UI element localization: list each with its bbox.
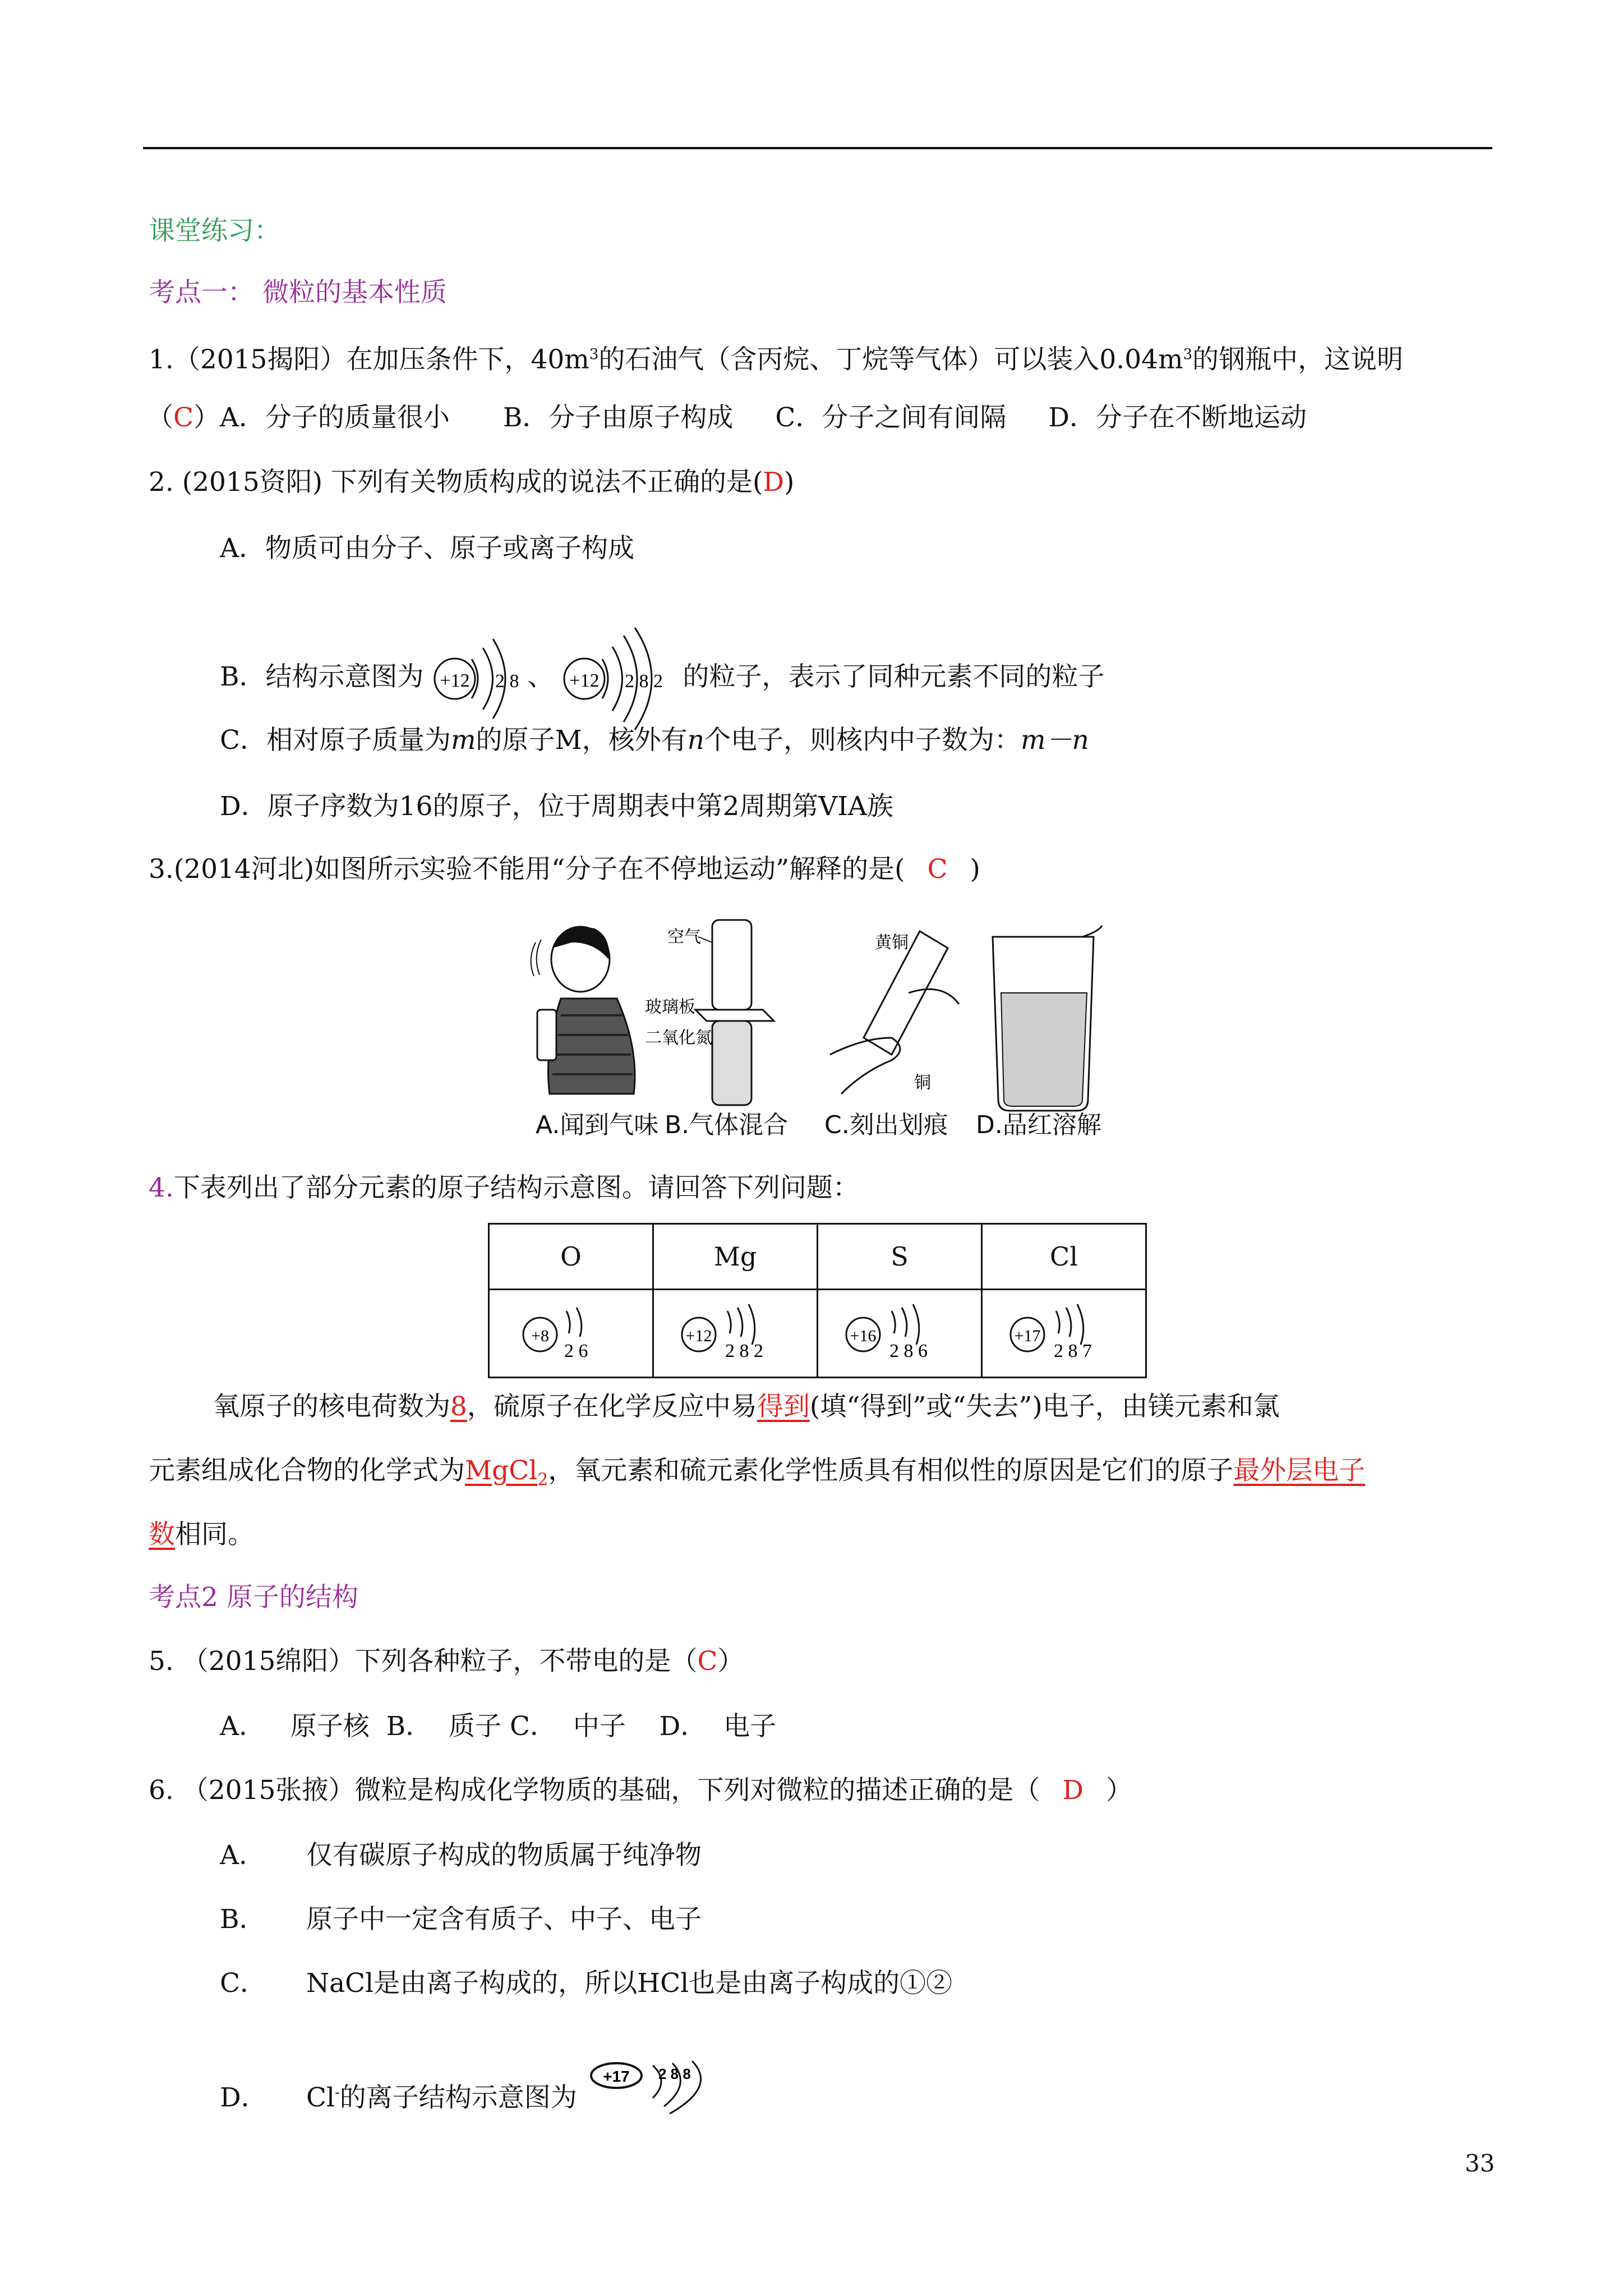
q2-option-d: D．原子序数为16的原子，位于周期表中第2周期第VIA族 — [220, 791, 893, 822]
q1-answer: C — [173, 402, 193, 433]
diagram-cell — [982, 1290, 1146, 1378]
svg-text:2 6: 2 6 — [564, 1340, 588, 1361]
atom-diagram-mg — [562, 625, 674, 732]
element-cell: O — [489, 1224, 653, 1290]
q3-experiment-figure — [527, 909, 1116, 1144]
q6-option-d: D． Cl-的离子结构示意图为 +17 2 8 8 — [220, 2053, 726, 2115]
diagram-cell — [653, 1290, 818, 1378]
diagram-cell — [818, 1290, 982, 1378]
q5-answer: C — [697, 1646, 718, 1677]
svg-text:2 8 6: 2 8 6 — [889, 1340, 928, 1361]
atomic-structure-table — [488, 1223, 1147, 1378]
element-cell: Cl — [982, 1224, 1146, 1290]
svg-text:2 8 2: 2 8 2 — [725, 1340, 763, 1361]
atom-diagram-s — [838, 1294, 961, 1367]
beaker-dissolving — [993, 926, 1102, 1111]
q5-options: A． 原子核 B． 质子 C． 中子 D． 电子 — [220, 1711, 777, 1742]
q2-option-c: C．相对原子质量为m的原子M，核外有n个电子，则核内中子数为：m－n — [220, 725, 1089, 756]
svg-text:黄铜: 黄铜 — [875, 933, 909, 952]
q4-answer-line-1: 氧原子的核电荷数为8，硫原子在化学反应中易得到(填“得到”或“失去”)电子，由镁元素和氯 — [213, 1391, 1280, 1422]
q2-answer: D — [763, 467, 785, 498]
q1-options: （C）A．分子的质量很小 B．分子由原子构成 C．分子之间有间隔 D．分子在不断地运动 — [147, 402, 1307, 433]
atom-diagram-o — [515, 1294, 627, 1367]
diagram-cell — [489, 1290, 653, 1378]
svg-text:+12: +12 — [685, 1326, 712, 1345]
element-cell: Mg — [653, 1224, 818, 1290]
q6-answer: D — [1062, 1775, 1084, 1806]
atom-diagram-cl — [1002, 1294, 1126, 1367]
q4-answer-line-3: 数相同。 — [149, 1519, 254, 1550]
section-title: 课堂练习： — [149, 215, 280, 246]
caption-d: D.品红溶解 — [976, 1111, 1101, 1139]
svg-text:玻璃板: 玻璃板 — [645, 998, 695, 1016]
q3-answer: C — [927, 854, 948, 885]
element-cell: S — [818, 1224, 982, 1290]
svg-text:2 8: 2 8 — [495, 671, 519, 692]
svg-text:+12: +12 — [439, 670, 470, 691]
caption-b: B.气体混合 — [665, 1111, 789, 1139]
svg-text:+16: +16 — [850, 1326, 877, 1345]
scratch-metal-illustration — [830, 931, 959, 1094]
gas-mixing-cylinders — [645, 920, 774, 1105]
q5-stem: 5. （2015绵阳）下列各种粒子，不带电的是（C） — [149, 1646, 744, 1677]
q6-stem: 6. （2015张掖）微粒是构成化学物质的基础，下列对微粒的描述正确的是（ D ） — [149, 1775, 1133, 1806]
caption-a: A.闻到气味 — [536, 1111, 659, 1139]
q3-stem: 3.(2014河北)如图所示实验不能用“分子在不停地运动”解释的是( C ) — [149, 854, 980, 885]
q6-option-c: C． NaCl是由离子构成的，所以HCl也是由离子构成的①② — [220, 1968, 953, 1999]
topic-1-heading: 考点一： 微粒的基本性质 — [149, 277, 447, 308]
svg-text:二氧化氮: 二氧化氮 — [645, 1029, 712, 1047]
svg-text:+17: +17 — [603, 2068, 630, 2085]
svg-text:+17: +17 — [1014, 1326, 1041, 1345]
atom-diagram-mg-ion — [432, 631, 528, 726]
page-number: 33 — [1465, 2150, 1495, 2177]
caption-c: C.刻出划痕 — [824, 1111, 948, 1139]
q2-stem: 2. (2015资阳) 下列有关物质构成的说法不正确的是(D) — [149, 467, 795, 498]
q4-answer-gain: 得到 — [757, 1391, 810, 1422]
svg-text:+12: +12 — [569, 670, 600, 691]
svg-text:2 8 7: 2 8 7 — [1054, 1340, 1092, 1361]
header-rule — [143, 147, 1492, 149]
q4-answer-formula: MgCl$_2$ — [465, 1455, 548, 1490]
q6-option-b: B． 原子中一定含有质子、中子、电子 — [220, 1904, 702, 1935]
q4-answer-line-2: 元素组成化合物的化学式为MgCl$_2$，氧元素和硫元素化学性质具有相似性的原因是它们的原子最外层电子 — [149, 1455, 1366, 1490]
q4-answer-outer-electrons: 最外层电子 — [1233, 1455, 1366, 1486]
q1-stem: 1.（2015揭阳）在加压条件下，$40m^3$的石油气（含丙烷、丁烷等气体）可以装入$0.04m^3$的钢瓶中，这说明 — [149, 344, 1404, 375]
q2-option-a: A．物质可由分子、原子或离子构成 — [220, 533, 634, 564]
atom-diagram-mg-table — [674, 1294, 797, 1367]
q4-answer-nuclear-charge: 8 — [450, 1391, 467, 1422]
svg-text:铜: 铜 — [914, 1074, 931, 1092]
chloride-ion-diagram — [585, 2053, 726, 2115]
svg-text:2 8 8: 2 8 8 — [658, 2065, 691, 2082]
svg-text:空气: 空气 — [667, 928, 701, 946]
q2-option-b: B．结构示意图为 +12 2 8 、 +12 2 8 2 的粒子，表示了同种元素不同的粒子 — [220, 625, 1104, 732]
q6-option-a: A． 仅有碳原子构成的物质属于纯净物 — [220, 1840, 702, 1871]
svg-text:+8: +8 — [531, 1326, 549, 1345]
person-smelling-illustration — [531, 927, 635, 1094]
topic-2-heading: 考点2 原子的结构 — [149, 1582, 358, 1613]
svg-text:2 8 2: 2 8 2 — [625, 671, 663, 692]
q4-stem: 4.下表列出了部分元素的原子结构示意图。请回答下列问题： — [149, 1172, 859, 1203]
